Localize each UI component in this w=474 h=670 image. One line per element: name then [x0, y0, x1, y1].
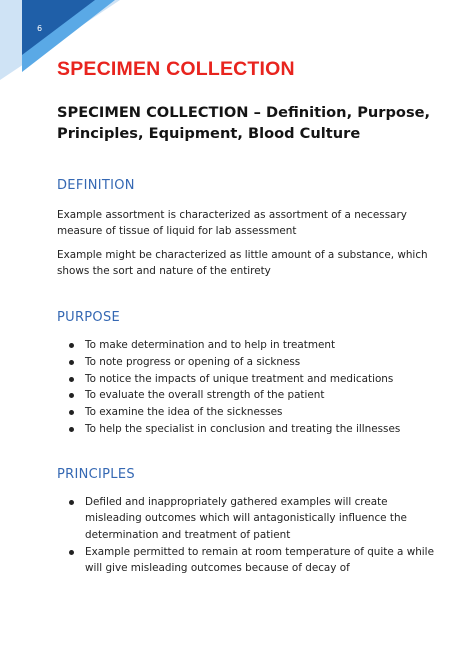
- list-item: [57, 421, 437, 438]
- list-item-text: To make determination and to help in treatment: [85, 339, 336, 351]
- principles-section: [57, 466, 437, 577]
- list-item-text: To notice the impacts of unique treatment and medications: [85, 372, 394, 385]
- purpose-section: [57, 309, 437, 438]
- definition-paragraph: Example assortment is characterized as assortment of a necessary measure of tissue of liquid for lab assessment: [57, 209, 407, 237]
- bullet-icon: [69, 377, 74, 382]
- bullet-icon: [69, 550, 74, 555]
- purpose-list: [57, 337, 437, 438]
- bullet-icon: [69, 343, 74, 348]
- list-item: [57, 371, 437, 388]
- bullet-icon: [69, 360, 74, 365]
- list-item: [57, 544, 437, 577]
- list-item: [57, 404, 437, 421]
- definition-heading: DEFINITION: [57, 178, 135, 193]
- list-item: [57, 494, 437, 544]
- document-title: SPECIMEN COLLECTION: [57, 58, 295, 80]
- definition-section: [57, 177, 437, 279]
- list-item: [57, 354, 437, 371]
- document-subtitle: SPECIMEN COLLECTION – Definition, Purpose, Principles, Equipment, Blood Culture: [57, 104, 431, 142]
- bullet-icon: [69, 500, 74, 505]
- bullet-icon: [69, 427, 74, 432]
- purpose-heading: PURPOSE: [57, 310, 121, 325]
- page-number: 6: [37, 24, 43, 33]
- bullet-icon: [69, 410, 74, 415]
- list-item-text: To note progress or opening of a sickness: [85, 355, 301, 368]
- list-item-text: To evaluate the overall strength of the patient: [85, 389, 325, 402]
- definition-paragraph: Example might be characterized as little amount of a substance, which shows the sort and nature of the entirety: [57, 249, 428, 277]
- principles-heading: PRINCIPLES: [57, 466, 135, 482]
- list-item: [57, 387, 437, 404]
- list-item: [57, 337, 437, 354]
- bullet-icon: [69, 393, 74, 398]
- list-item-text: Defiled and inappropriately gathered examples will create misleading outcomes which will antagonistically influence the determination and treatment of patient: [85, 495, 407, 541]
- principles-list: [57, 494, 437, 577]
- list-item-text: Example permitted to remain at room temperature of quite a while will give misleading outcomes because of decay of: [85, 545, 434, 575]
- list-item-text: To help the specialist in conclusion and treating the illnesses: [85, 422, 401, 435]
- document-body: [57, 56, 437, 577]
- list-item-text: To examine the idea of the sicknesses: [85, 406, 283, 419]
